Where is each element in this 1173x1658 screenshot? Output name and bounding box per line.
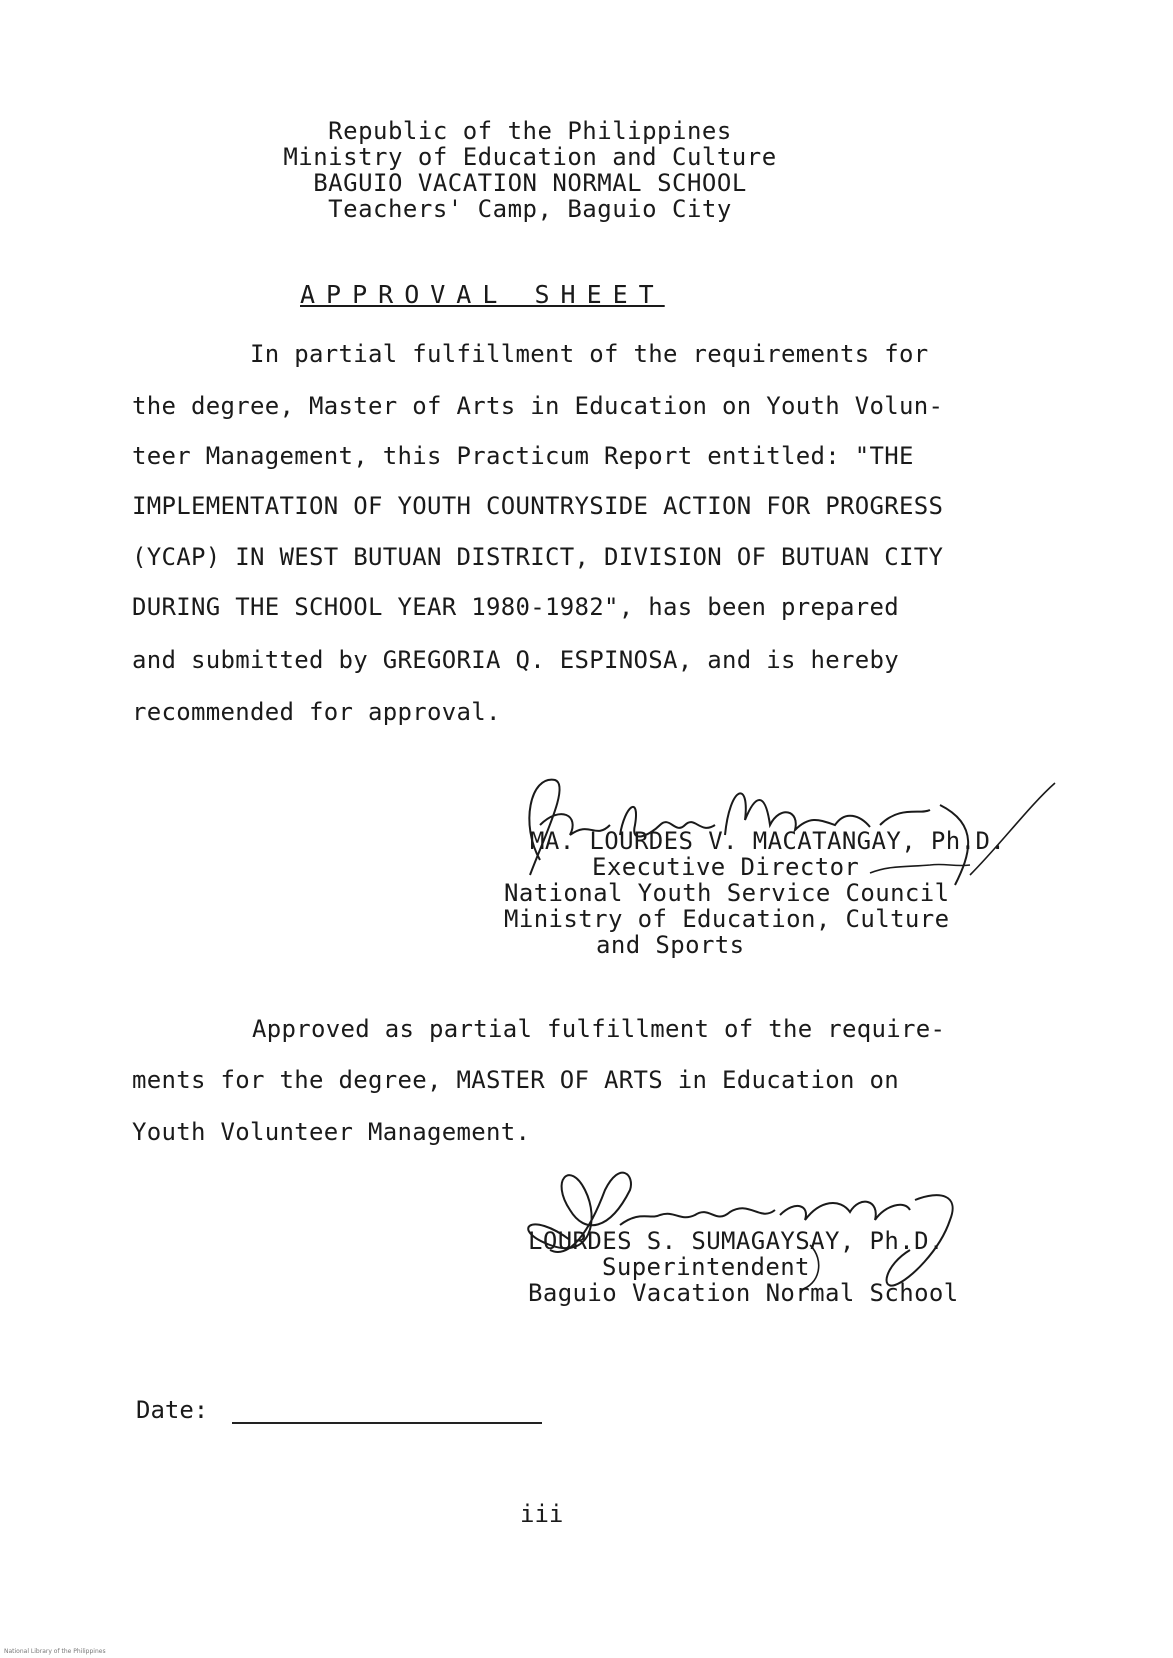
signatory-1-org-3: and Sports (596, 931, 745, 959)
page-number: iii (520, 1500, 564, 1528)
signatory-2-name: LOURDES S. SUMAGAYSAY, Ph.D. (528, 1227, 944, 1255)
letterhead-line-2: Ministry of Education and Culture (283, 143, 777, 171)
letterhead-line-1: Republic of the Philippines (328, 117, 732, 145)
signatory-1-title: Executive Director (592, 853, 860, 881)
paragraph-line: the degree, Master of Arts in Education on Youth Volun- (132, 392, 944, 420)
paragraph-line: In partial fulfillment of the requirements for (250, 340, 929, 368)
letterhead-line-3: BAGUIO VACATION NORMAL SCHOOL (313, 169, 747, 197)
signatory-2-org: Baguio Vacation Normal School (528, 1279, 959, 1307)
signatory-1-name: MA. LOURDES V. MACATANGAY, Ph.D. (530, 827, 1006, 855)
signatory-2-block (528, 1228, 959, 1306)
letterhead (240, 118, 820, 222)
paragraph-line: (YCAP) IN WEST BUTUAN DISTRICT, DIVISION OF BUTUAN CITY (132, 543, 944, 571)
date-label: Date: (136, 1396, 209, 1424)
paragraph-line: Youth Volunteer Management. (132, 1118, 531, 1146)
signatory-2-title: Superintendent (602, 1253, 810, 1281)
paragraph-line: recommended for approval. (132, 698, 501, 726)
signatory-1-org-2: Ministry of Education, Culture (504, 905, 950, 933)
signatory-1-block (504, 828, 1005, 958)
signatory-1-org-1: National Youth Service Council (504, 879, 950, 907)
footer-watermark: National Library of the Philippines (4, 1648, 106, 1655)
paragraph-line: IMPLEMENTATION OF YOUTH COUNTRYSIDE ACTION FOR PROGRESS (132, 492, 944, 520)
document-title: APPROVAL SHEET (300, 280, 665, 309)
letterhead-line-4: Teachers' Camp, Baguio City (328, 195, 732, 223)
paragraph-line: and submitted by GREGORIA Q. ESPINOSA, and is hereby (132, 646, 899, 674)
paragraph-line: Approved as partial fulfillment of the require- (252, 1015, 946, 1043)
paragraph-line: ments for the degree, MASTER OF ARTS in Education on (132, 1066, 899, 1094)
paragraph-line: DURING THE SCHOOL YEAR 1980-1982", has been prepared (132, 593, 899, 621)
paragraph-line: teer Management, this Practicum Report entitled: "THE (132, 442, 914, 470)
date-blank-line (232, 1422, 542, 1424)
